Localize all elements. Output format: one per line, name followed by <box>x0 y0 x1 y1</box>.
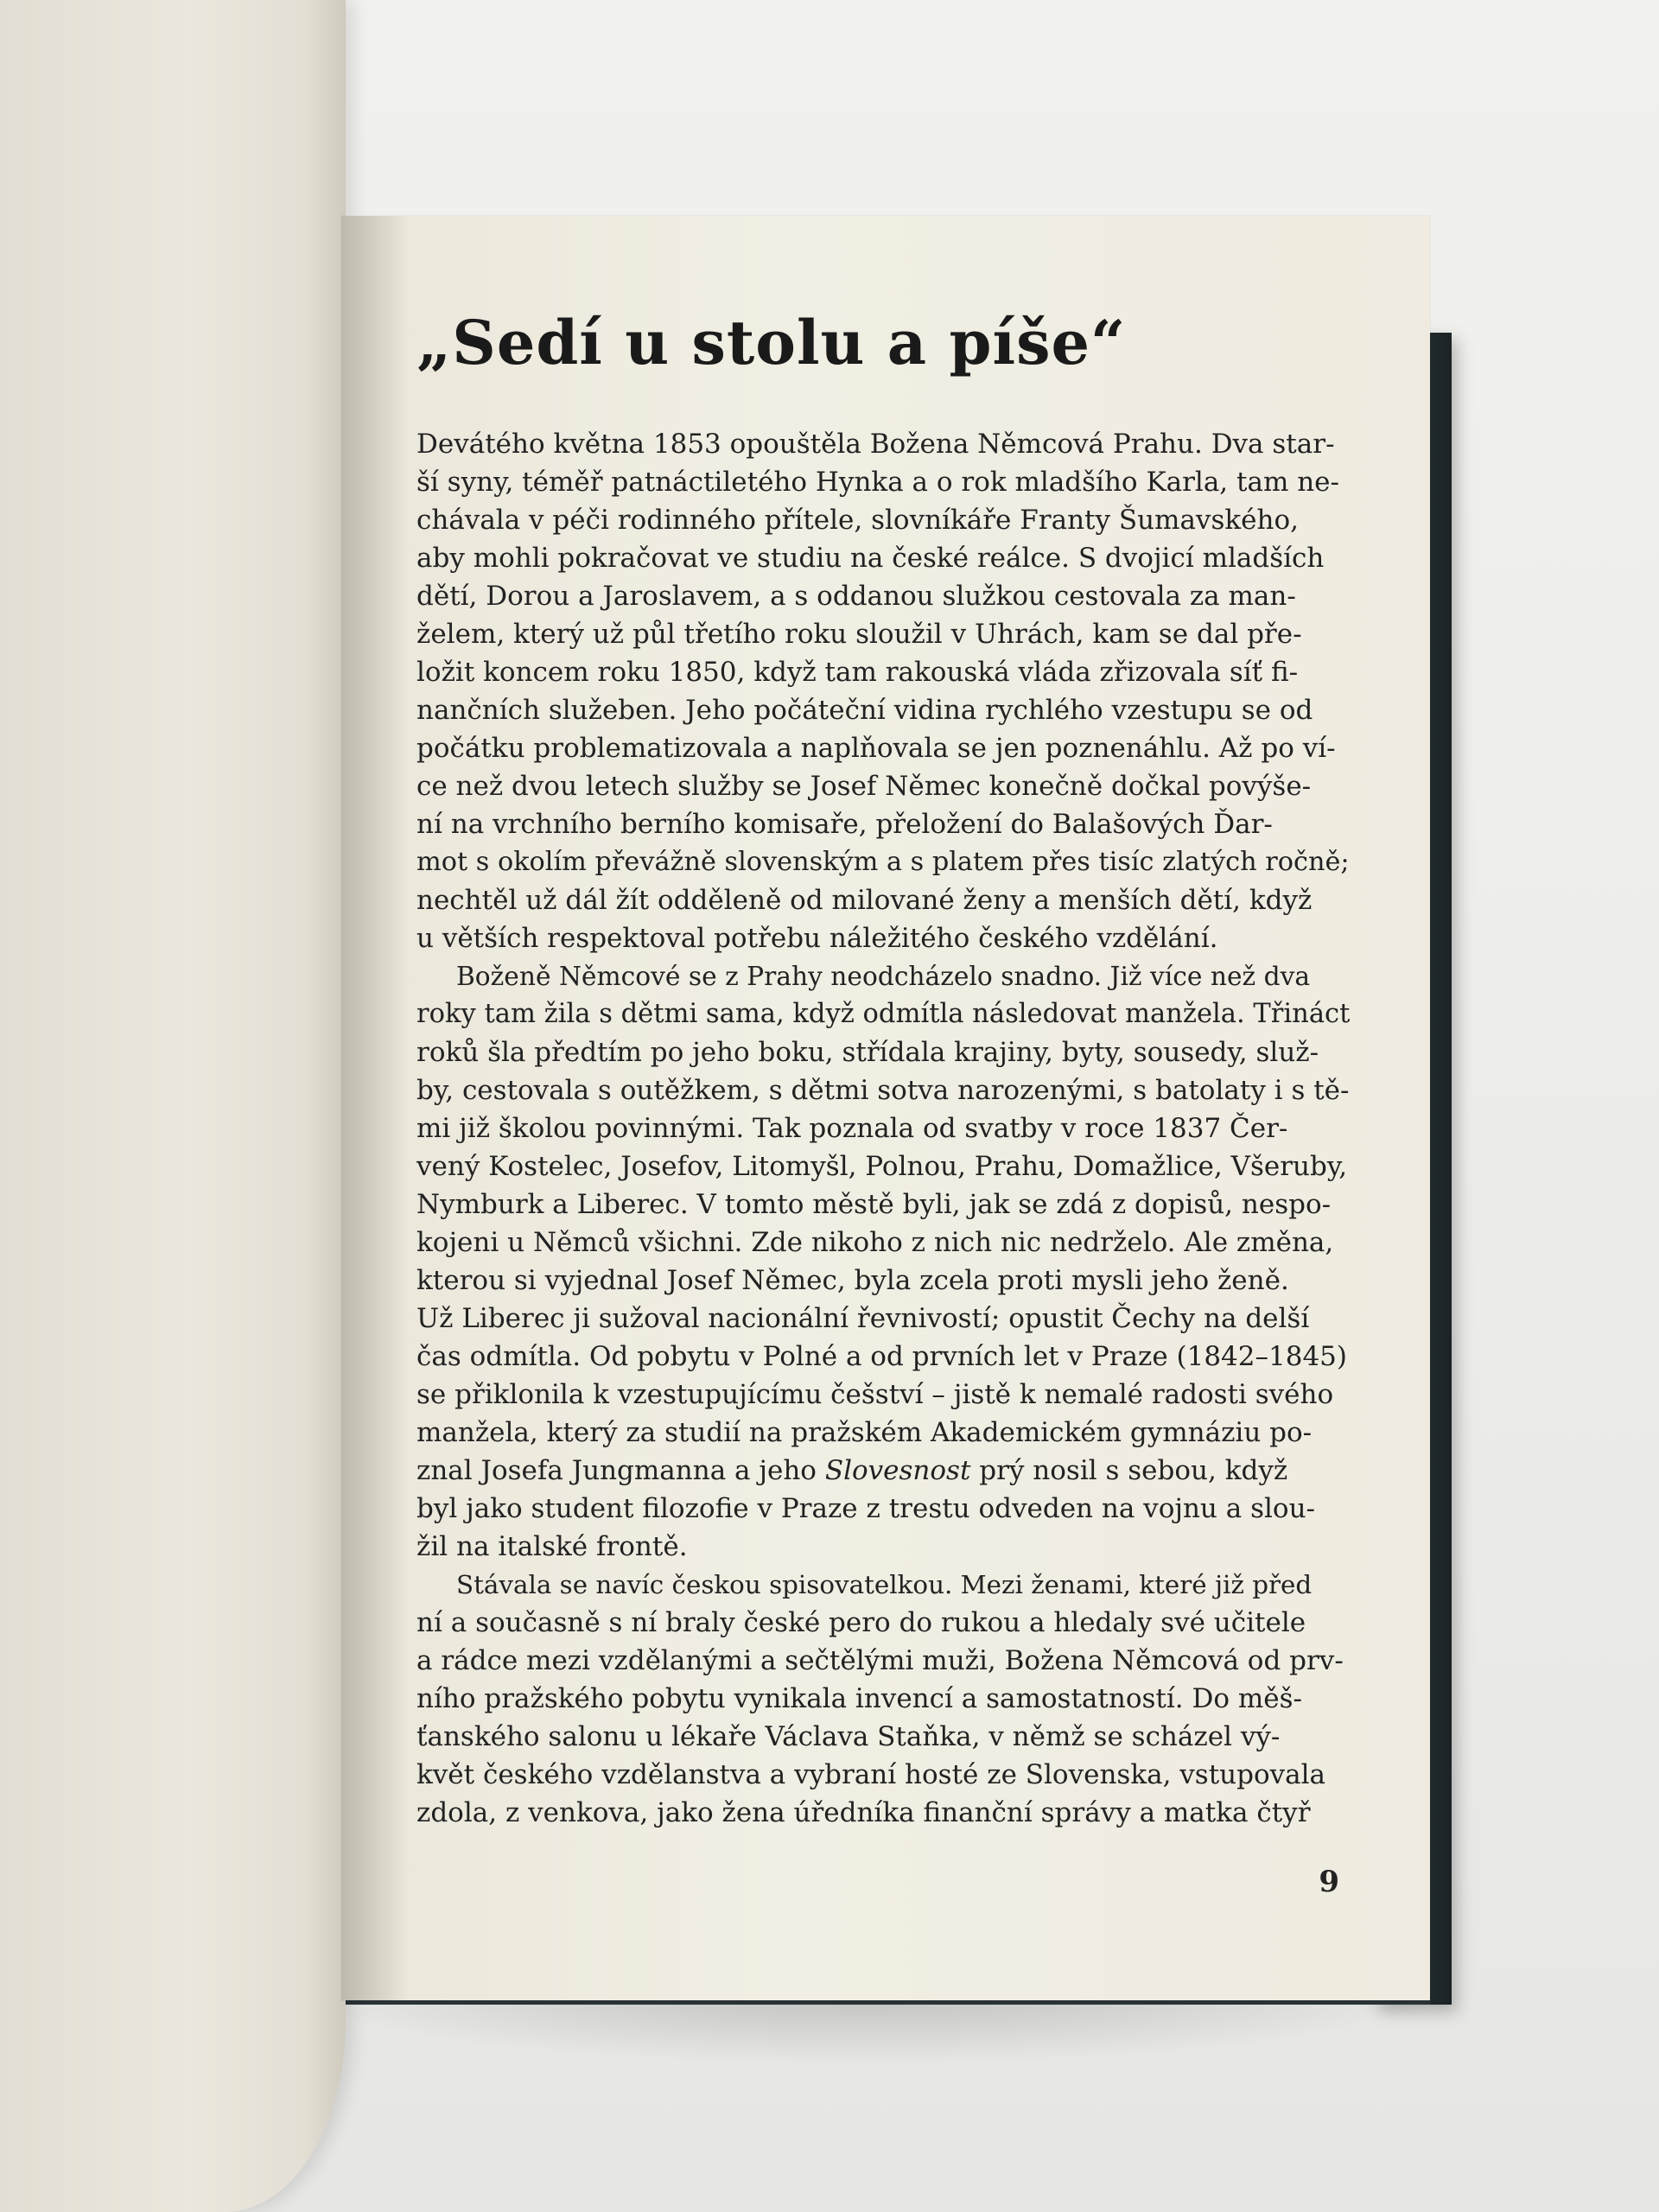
text-line: Nymburk a Liberec. V tomto městě byli, jak se zdá z dopisů, nespo- <box>416 1189 1332 1220</box>
text-line: u větších respektoval potřebu náležitého českého vzdělání. <box>416 923 1218 954</box>
text-line: roků šla předtím po jeho boku, střídala krajiny, byty, sousedy, služ- <box>416 1037 1319 1068</box>
text-line: znal Josefa Jungmanna a jeho Slovesnost prý nosil s sebou, když <box>416 1455 1288 1486</box>
text-line: Devátého května 1853 opouštěla Božena Němcová Prahu. Dva star- <box>416 429 1335 460</box>
text-line: kterou si vyjednal Josef Němec, byla zcela proti mysli jeho ženě. <box>416 1265 1289 1296</box>
text-line: ní a současně s ní braly české pero do rukou a hledaly své učitele <box>416 1607 1306 1638</box>
text-line: kojeni u Němců všichni. Zde nikoho z nich nic nedrželo. Ale změna, <box>416 1227 1334 1258</box>
page-number: 9 <box>1319 1865 1339 1899</box>
text-line: želem, který už půl třetího roku sloužil v Uhrách, kam se dal pře- <box>416 619 1302 650</box>
text-line: ťanského salonu u lékaře Václava Staňka, v němž se scházel vý- <box>416 1721 1281 1752</box>
text-line: žil na italské frontě. <box>416 1531 688 1562</box>
text-line: chávala v péči rodinného přítele, slovníkáře Franty Šumavského, <box>416 505 1299 536</box>
text-line: aby mohli pokračovat ve studiu na české reálce. S dvojicí mladších <box>416 543 1325 574</box>
left-page <box>0 0 346 2212</box>
text-line: nančních služeben. Jeho počáteční vidina rychlého vzestupu se od <box>416 695 1313 726</box>
text-line: počátku problematizovala a naplňovala se jen poznenáhlu. Až po ví- <box>416 733 1336 764</box>
text-line: mi již školou povinnými. Tak poznala od svatby v roce 1837 Čer- <box>416 1113 1288 1144</box>
text-line: roky tam žila s dětmi sama, když odmítla následovat manžela. Třináct <box>416 999 1350 1029</box>
text-line: a rádce mezi vzdělanými a sečtělými muži, Božena Němcová od prv- <box>416 1645 1344 1676</box>
body-text <box>416 425 1350 1832</box>
text-line: Už Liberec ji sužoval nacionální řevnivostí; opustit Čechy na delší <box>416 1303 1310 1334</box>
text-line: vený Kostelec, Josefov, Litomyšl, Polnou, Prahu, Domažlice, Všeruby, <box>416 1151 1348 1182</box>
chapter-title: „Sedí u stolu a píše“ <box>416 307 1127 378</box>
text-line: by, cestovala s outěžkem, s dětmi sotva narozenými, s batolaty i s tě- <box>416 1075 1350 1106</box>
text-line: manžela, který za studií na pražském Akademickém gymnáziu po- <box>416 1417 1313 1448</box>
text-line: květ českého vzdělanstva a vybraní hosté ze Slovenska, vstupovala <box>416 1759 1326 1790</box>
text-line: ší syny, téměř patnáctiletého Hynka a o rok mladšího Karla, tam ne- <box>416 467 1339 498</box>
text-line: ložit koncem roku 1850, když tam rakouská vláda zřizovala síť fi- <box>416 657 1299 688</box>
text-line: mot s okolím převážně slovenským a s platem přes tisíc zlatých ročně; <box>416 847 1350 877</box>
text-line: ní na vrchního berního komisaře, přeložení do Balašových Ďar- <box>416 809 1273 840</box>
text-line: byl jako student filozofie v Praze z trestu odveden na vojnu a slou- <box>416 1493 1316 1524</box>
text-line: dětí, Dorou a Jaroslavem, a s oddanou služkou cestovala za man- <box>416 581 1296 612</box>
text-line: čas odmítla. Od pobytu v Polné a od prvních let v Praze (1842–1845) <box>416 1341 1347 1372</box>
text-line: nechtěl už dál žít odděleně od milované ženy a menších dětí, když <box>416 885 1313 916</box>
text-line: Boženě Němcové se z Prahy neodcházelo snadno. Již více než dva <box>456 961 1311 991</box>
text-line: ního pražského pobytu vynikala invencí a samostatností. Do měš- <box>416 1683 1302 1714</box>
text-line: se přiklonila k vzestupujícímu češství – jistě k nemalé radosti svého <box>416 1379 1334 1410</box>
text-line: Stávala se navíc českou spisovatelkou. Mezi ženami, které již před <box>456 1570 1313 1599</box>
text-line: zdola, z venkova, jako žena úředníka finanční správy a matka čtyř <box>416 1797 1311 1828</box>
gutter-shadow <box>341 216 410 2000</box>
text-line: ce než dvou letech služby se Josef Němec konečně dočkal povýše- <box>416 771 1312 802</box>
